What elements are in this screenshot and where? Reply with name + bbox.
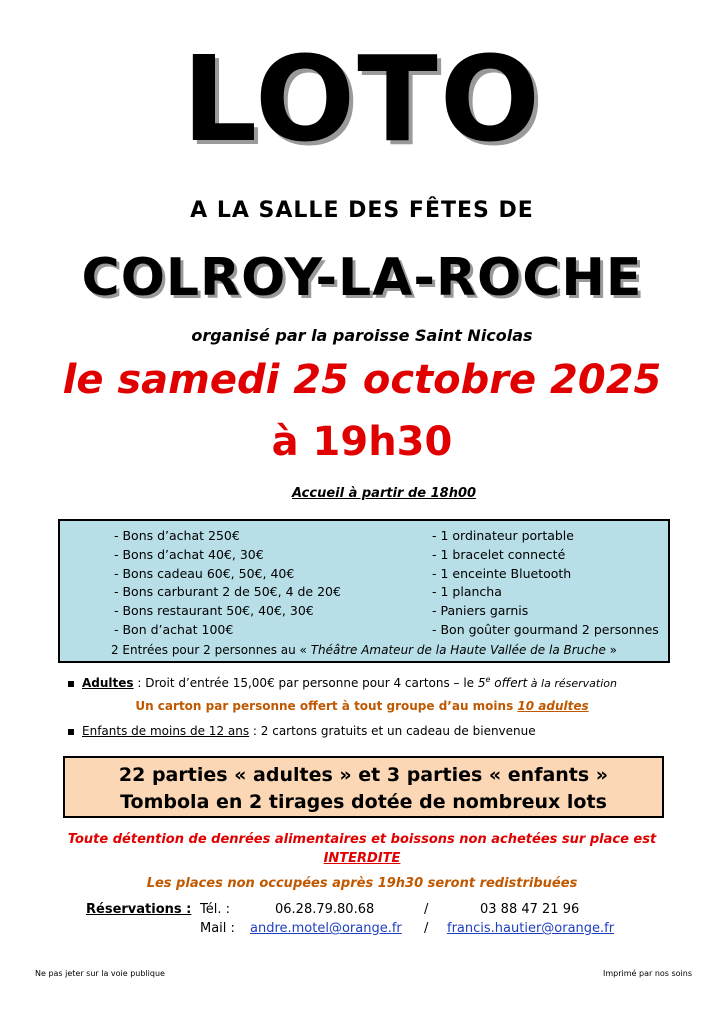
- prize-item: - Bons d’achat 250€: [114, 528, 240, 543]
- bullet-icon: [68, 729, 74, 735]
- town-name: COLROY-LA-ROCHE: [81, 248, 643, 308]
- prize-item: - Paniers garnis: [432, 603, 529, 619]
- prize-item: - 1 ordinateur portable: [432, 528, 574, 543]
- prize-item: - 1 enceinte Bluetooth: [432, 565, 572, 581]
- email-link-1[interactable]: andre.motel@orange.fr: [250, 921, 402, 936]
- prize-item: - Bon goûter gourmand 2 personnes: [432, 621, 659, 637]
- fifth-suffix: e: [485, 675, 491, 684]
- separator: /: [424, 921, 429, 936]
- theatre-prize: [60, 643, 668, 657]
- prize-item: - 1 plancha: [432, 584, 502, 600]
- prize-item: - 1 bracelet connecté: [432, 546, 566, 562]
- fifth-number: 5: [477, 676, 486, 690]
- group-size: 10 adultes: [517, 699, 589, 713]
- reservations-label: Réservations :: [86, 902, 192, 917]
- disposal-notice: Ne pas jeter sur la voie publique: [35, 969, 165, 978]
- printer-notice: Imprimé par nos soins: [603, 969, 693, 978]
- prize-item: - Bons d’achat 40€, 30€: [114, 546, 264, 562]
- adults-text: : Droit d’entrée 15,00€ par personne pour 4 cartons – le: [133, 676, 478, 690]
- food-warning-text: Toute détention de denrées alimentaires et boissons non achetées sur place est: [67, 832, 657, 847]
- games-line: 22 parties « adultes » et 3 parties « enfants »: [118, 764, 609, 786]
- group-offer: [0, 699, 724, 713]
- group-offer-text: Un carton par personne offert à tout groupe d’au moins: [135, 699, 518, 713]
- offert-word: offert: [490, 676, 528, 690]
- children-text: : 2 cartons gratuits et un cadeau de bienvenue: [249, 724, 536, 738]
- adults-pricing: [68, 675, 617, 690]
- prize-item: - Bon d’achat 100€: [114, 621, 234, 637]
- mail-label: Mail :: [200, 921, 235, 936]
- separator: /: [424, 902, 429, 917]
- children-pricing: [68, 724, 536, 738]
- food-warning: [0, 830, 724, 868]
- theatre-prize-suffix: »: [609, 643, 618, 657]
- prizes-right-column: [432, 527, 659, 640]
- poster-title: LOTO: [181, 30, 543, 168]
- phone-label: Tél. :: [200, 902, 230, 917]
- forbidden-label: INTERDITE: [323, 851, 401, 866]
- venue-subtitle: A LA SALLE DES FÊTES DE: [190, 198, 534, 223]
- welcome-time: Accueil à partir de 18h00: [292, 486, 477, 501]
- prizes-left-column: [114, 527, 341, 640]
- organizer-line: organisé par la paroisse Saint Nicolas: [191, 326, 533, 345]
- prize-item: - Bons cadeau 60€, 50€, 40€: [114, 565, 295, 581]
- prize-item: - Bons restaurant 50€, 40€, 30€: [114, 603, 314, 619]
- email-link-2[interactable]: francis.hautier@orange.fr: [447, 921, 615, 936]
- theatre-prize-prefix: 2 Entrées pour 2 personnes au «: [110, 643, 307, 657]
- games-box: [63, 756, 664, 818]
- bullet-icon: [68, 681, 74, 687]
- prizes-box: [58, 519, 670, 663]
- event-date: le samedi 25 octobre 2025: [62, 357, 662, 403]
- adults-label: Adultes: [82, 676, 134, 690]
- tombola-line: Tombola en 2 tirages dotée de nombreux lots: [120, 791, 607, 813]
- reservation-note: à la réservation: [527, 677, 617, 690]
- theatre-name: Théâtre Amateur de la Haute Vallée de la Bruche: [310, 643, 606, 657]
- children-label: Enfants de moins de 12 ans: [82, 724, 250, 738]
- seat-redistribution-note: Les places non occupées après 19h30 seront redistribuées: [146, 876, 578, 891]
- phone-number-2: 03 88 47 21 96: [480, 902, 580, 917]
- event-time: à 19h30: [271, 419, 453, 465]
- phone-number-1: 06.28.79.80.68: [275, 902, 375, 917]
- prize-item: - Bons carburant 2 de 50€, 4 de 20€: [114, 584, 341, 600]
